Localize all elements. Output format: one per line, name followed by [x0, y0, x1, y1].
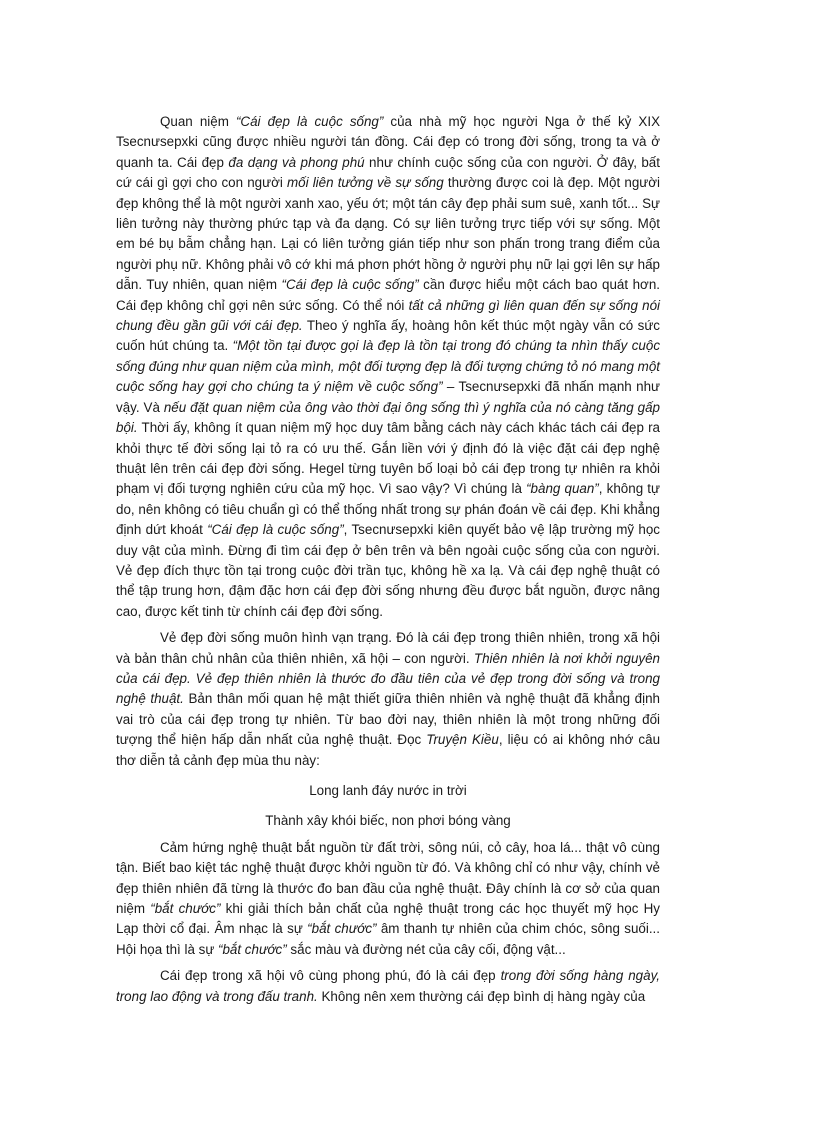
italic-text-run: “bàng quan”	[526, 481, 599, 497]
text-run: Thời ấy, không ít quan niệm mỹ học duy tâm bằng cách này cách khác tách cái đẹp ra khỏi thực tế đời sống lại tỏ ra có ưu thế. Gắn liền với ý định đó là việc đặt cái đẹp nghệ thuật lên trên cái đẹp đời sống. Hegel từng tuyên bố loại bỏ cái đẹp trong tự nhiên ra khỏi phạm vị đối tượng nghiên cứu của mỹ học. Vì sao vậy? Vì chúng là	[116, 420, 660, 497]
text-run: cần được hiểu một cách bao quát hơn. Cái đẹp không chỉ gợi nên sức sống. Có thể nói	[116, 277, 660, 313]
text-run: , Tsecnưsepxki kiên quyết bảo vệ lập trường mỹ học duy vật của mình. Đừng đi tìm cái đẹp ở bên trên và bên ngoài cuộc sống của con người. Vẻ đẹp đích thực tồn tại trong cuộc đời trần tục, không hề xa lạ. Và cái đẹp nghệ thuật có thể tập trung hơn, đậm đặc hơn cái đẹp đời sống nhưng đều được bắt nguồn, được nâng cao, được kết tinh từ chính cái đẹp đời sống.	[116, 522, 661, 619]
italic-text-run: “Cái đẹp là cuộc sống”	[207, 522, 344, 538]
text-run: âm thanh tự nhiên của chim chóc, sông suối... Hội họa thì là sự	[116, 921, 660, 957]
italic-text-run: nếu đặt quan niệm của ông vào thời đại ông sống thì ý nghĩa của nó càng tăng gấp bội.	[116, 399, 660, 436]
paragraph-3	[116, 838, 660, 960]
text-run: , không tự do, nên không có tiêu chuẩn gì có thể thống nhất trong sự phán đoán về cái đẹp. Khi khẳng định dứt khoát	[116, 481, 660, 538]
text-run: Quan niệm	[160, 114, 236, 129]
verse-line-1: Long lanh đáy nước in trời	[309, 783, 467, 798]
text-run: Không nên xem thường cái đẹp bình dị hàng ngày của	[317, 988, 646, 1004]
text-run: sắc màu và đường nét của cây cối, động vật...	[286, 941, 566, 957]
italic-text-run: trong đời sống hàng ngày, trong lao động và trong đấu tranh.	[116, 968, 660, 1004]
paragraph-2	[116, 628, 660, 771]
text-run: của nhà mỹ học người Nga ở thế kỷ XIX Tsecnưsepxki cũng được nhiều người tán đồng. Cái đẹp có trong đời sống, trong ta và ở quanh ta. Cái đẹp	[116, 114, 661, 170]
text-run: Theo ý nghĩa ấy, hoàng hôn kết thúc một ngày vẫn có sức cuốn hút chúng ta.	[116, 318, 660, 354]
paragraph-1	[116, 112, 660, 622]
italic-text-run: “Một tồn tại được gọi là đẹp là tồn tại trong đó chúng ta nhìn thấy cuộc sống đúng như quan niệm của mình, một đối tượng đẹp là đối tượng chứng tỏ nó mang một cuộc sống hay gợi cho chúng ta ý niệm về cuộc sống”	[116, 338, 661, 395]
text-run: Cảm hứng nghệ thuật bắt nguồn từ đất trời, sông núi, cỏ cây, hoa lá... thật vô cùng tận. Biết bao kiệt tác nghệ thuật được khởi nguồn từ đó. Và không chỉ có như vậy, chính vẻ đẹp thiên nhiên đã từng là thước đo ban đầu của nghệ thuật. Đây chính là cơ sở của quan niệm	[116, 839, 660, 917]
text-run: – Tsecnưsepxki đã nhấn mạnh như vậy. Và	[116, 379, 660, 415]
text-run: Vẻ đẹp đời sống muôn hình vạn trạng. Đó là cái đẹp trong thiên nhiên, trong xã hội và bản thân chủ nhân của thiên nhiên, xã hội – con người.	[116, 630, 660, 666]
italic-text-run: “bắt chước”	[150, 901, 221, 917]
italic-text-run: Truyện Kiều	[426, 732, 499, 748]
text-run: như chính cuộc sống của con người. Ở đây, bất cứ cái gì gợi cho con người	[116, 154, 660, 191]
document-page	[116, 112, 660, 1013]
italic-text-run: mối liên tưởng về sự sống	[286, 175, 444, 191]
text-run: , liệu có ai không nhớ câu thơ diễn tả cảnh đẹp mùa thu này:	[116, 732, 661, 768]
text-run: Cái đẹp trong xã hội vô cùng phong phú, đó là cái đẹp	[160, 968, 501, 984]
italic-text-run: Thiên nhiên là nơi khởi nguyên của cái đẹp. Vẻ đẹp thiên nhiên là thước đo đầu tiên của vẻ đẹp trong đời sống và trong nghệ thuật.	[116, 650, 660, 707]
verse-line-2: Thành xây khói biếc, non phơi bóng vàng	[265, 813, 511, 829]
italic-text-run: đa dạng và phong phú	[228, 154, 365, 170]
italic-text-run: “bắt chước”	[307, 921, 377, 937]
text-run: khi giải thích bản chất của nghệ thuật trong các học thuyết mỹ học Hy Lạp thời cổ đại. Âm nhạc là sự	[116, 901, 660, 937]
text-run: thường được coi là đẹp. Một người đẹp không thể là một người xanh xao, yếu ớt; một tán cây đẹp phải sum suê, xanh tốt... Sự liên tưởng này thường phức tạp và đa dạng. Có sự liên tưởng trực tiếp với sự sống. Một em bé bụ bẫm chẳng hạn. Lại có liên tưởng gián tiếp như son phấn trong trang điểm của người phụ nữ. Không phải vô cớ khi má phơn phớt hồng ở người phụ nữ lại gợi lên sự hấp dẫn. Tuy nhiên, quan niệm	[116, 175, 660, 293]
italic-text-run: “Cái đẹp là cuộc sống”	[281, 277, 419, 293]
italic-text-run: “bắt chước”	[218, 941, 287, 957]
text-run: Bản thân mối quan hệ mật thiết giữa thiên nhiên và nghệ thuật đã khẳng định vai trò của cái đẹp trong tự nhiên. Từ bao đời nay, thiên nhiên là một trong những đối tượng thể hiện hấp dẫn nhất của nghệ thuật. Đọc	[116, 691, 660, 748]
italic-text-run: tất cả những gì liên quan đến sự sống nói chung đều gần gũi với cái đẹp.	[116, 297, 661, 334]
paragraph-4	[116, 966, 660, 1007]
italic-text-run: “Cái đẹp là cuộc sống”	[235, 114, 384, 129]
